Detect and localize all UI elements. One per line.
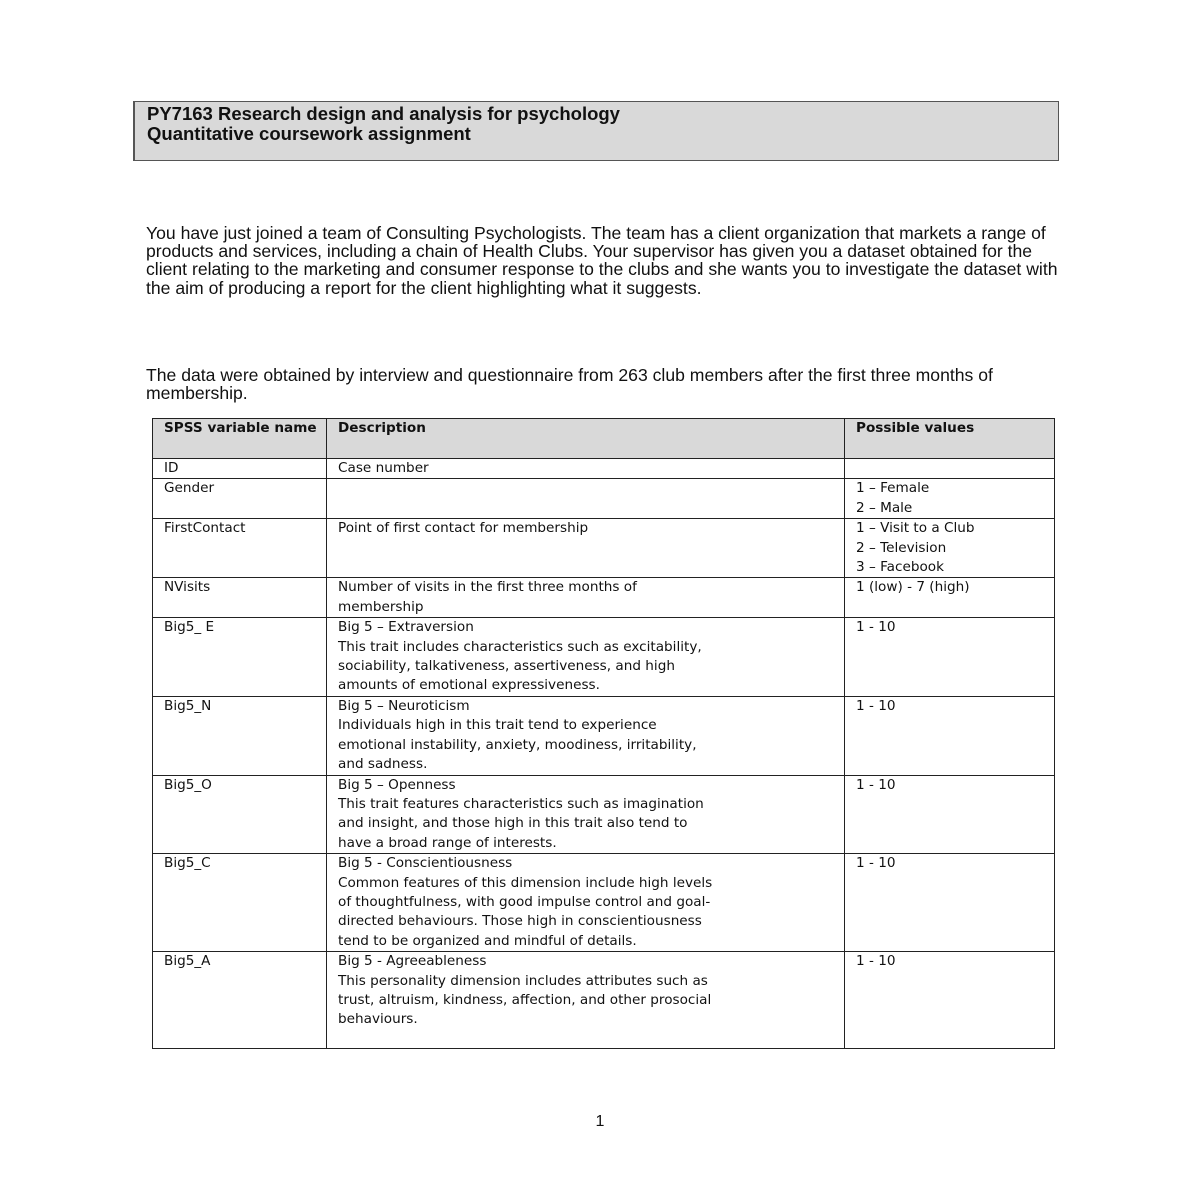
description-line: have a broad range of interests. bbox=[338, 834, 557, 851]
possible-value-line: 1 - 10 bbox=[856, 776, 896, 793]
header-variable-name: SPSS variable name bbox=[153, 419, 327, 459]
description-cell bbox=[327, 618, 845, 697]
variable-name-cell: FirstContact bbox=[153, 519, 327, 578]
description-line: Common features of this dimension include high levels bbox=[338, 874, 713, 891]
description-line: behaviours. bbox=[338, 1011, 418, 1028]
document-title-box bbox=[133, 101, 1059, 161]
description-line: This trait includes characteristics such as excitability, bbox=[338, 638, 702, 655]
table-row bbox=[153, 696, 1055, 775]
possible-value-line: 3 – Facebook bbox=[856, 559, 944, 576]
description-line: Number of visits in the first three months of bbox=[338, 579, 637, 596]
description-line: tend to be organized and mindful of details. bbox=[338, 932, 637, 949]
variable-name-cell: Big5_ E bbox=[153, 618, 327, 697]
possible-value-line: 2 – Male bbox=[856, 499, 913, 516]
description-cell bbox=[327, 775, 845, 854]
intro-paragraph: You have just joined a team of Consulting Psychologists. The team has a client organization that markets a range of products and services, including a chain of Health Clubs. Your supervisor has given you a dataset obtained for the client relating to the marketing and consumer response to the clubs and she wants you to investigate the dataset with the aim of producing a report for the client highlighting what it suggests. bbox=[146, 223, 1058, 298]
possible-values-cell bbox=[845, 952, 1055, 1049]
possible-value-line: 1 - 10 bbox=[856, 953, 896, 970]
variable-name-cell: Big5_C bbox=[153, 854, 327, 952]
table-row bbox=[153, 618, 1055, 697]
table-header-row bbox=[153, 419, 1055, 459]
table-row bbox=[153, 952, 1055, 1049]
variable-name-cell: NVisits bbox=[153, 578, 327, 618]
table-row bbox=[153, 519, 1055, 578]
possible-values-cell bbox=[845, 479, 1055, 519]
variable-name-cell: Big5_A bbox=[153, 952, 327, 1049]
description-line: Case number bbox=[338, 460, 429, 476]
assignment-subtitle: Quantitative coursework assignment bbox=[147, 123, 471, 144]
description-line: and insight, and those high in this trait also tend to bbox=[338, 815, 688, 832]
header-description: Description bbox=[327, 419, 845, 459]
description-line: sociability, talkativeness, assertiveness, and high bbox=[338, 658, 675, 675]
possible-value-line: 1 – Visit to a Club bbox=[856, 520, 975, 537]
variable-name-cell: Big5_N bbox=[153, 696, 327, 775]
course-title: PY7163 Research design and analysis for psychology bbox=[147, 103, 620, 124]
table-row bbox=[153, 775, 1055, 854]
description-cell bbox=[327, 578, 845, 618]
variable-name-cell: Gender bbox=[153, 479, 327, 519]
page-number: 1 bbox=[595, 1113, 605, 1130]
table-row bbox=[153, 578, 1055, 618]
possible-values-cell bbox=[845, 618, 1055, 697]
table-row bbox=[153, 854, 1055, 952]
description-line: of thoughtfulness, with good impulse control and goal- bbox=[338, 893, 711, 910]
description-cell bbox=[327, 696, 845, 775]
possible-values-cell bbox=[845, 459, 1055, 479]
possible-values-cell bbox=[845, 854, 1055, 952]
description-line: Point of first contact for membership bbox=[338, 520, 589, 537]
description-line: Big 5 - Agreeableness bbox=[338, 953, 487, 970]
variables-table bbox=[152, 418, 1055, 1049]
description-line: trust, altruism, kindness, affection, and other prosocial bbox=[338, 991, 712, 1008]
data-source-paragraph: The data were obtained by interview and questionnaire from 263 club members after the first three months of membership. bbox=[146, 365, 993, 404]
possible-value-line: 1 - 10 bbox=[856, 855, 896, 872]
description-line: Individuals high in this trait tend to experience bbox=[338, 717, 657, 734]
possible-value-line: 1 – Female bbox=[856, 480, 930, 497]
description-line: directed behaviours. Those high in conscientiousness bbox=[338, 913, 702, 930]
variable-name-cell: ID bbox=[153, 459, 327, 479]
possible-values-cell bbox=[845, 696, 1055, 775]
possible-value-line: 2 – Television bbox=[856, 539, 947, 556]
variable-name-cell: Big5_O bbox=[153, 775, 327, 854]
description-line: membership bbox=[338, 598, 424, 615]
description-line: Big 5 - Conscientiousness bbox=[338, 855, 513, 872]
description-line: This personality dimension includes attributes such as bbox=[338, 972, 708, 989]
description-line: Big 5 – Neuroticism bbox=[338, 697, 470, 714]
description-cell bbox=[327, 479, 845, 519]
possible-value-line: 1 (low) - 7 (high) bbox=[856, 579, 970, 596]
description-line: Big 5 – Openness bbox=[338, 776, 456, 793]
description-line: This trait features characteristics such as imagination bbox=[338, 795, 704, 812]
table-row bbox=[153, 479, 1055, 519]
table-row bbox=[153, 459, 1055, 479]
description-line: and sadness. bbox=[338, 756, 428, 773]
description-cell bbox=[327, 952, 845, 1049]
possible-values-cell bbox=[845, 578, 1055, 618]
description-cell bbox=[327, 854, 845, 952]
description-cell bbox=[327, 519, 845, 578]
possible-values-cell bbox=[845, 519, 1055, 578]
description-cell bbox=[327, 459, 845, 479]
possible-values-cell bbox=[845, 775, 1055, 854]
description-line: amounts of emotional expressiveness. bbox=[338, 677, 600, 694]
possible-value-line: 1 - 10 bbox=[856, 697, 896, 714]
header-possible-values: Possible values bbox=[845, 419, 1055, 459]
table-body bbox=[153, 459, 1055, 1049]
description-line: emotional instability, anxiety, moodiness, irritability, bbox=[338, 736, 697, 753]
possible-value-line: 1 - 10 bbox=[856, 619, 896, 636]
description-line: Big 5 – Extraversion bbox=[338, 619, 474, 636]
